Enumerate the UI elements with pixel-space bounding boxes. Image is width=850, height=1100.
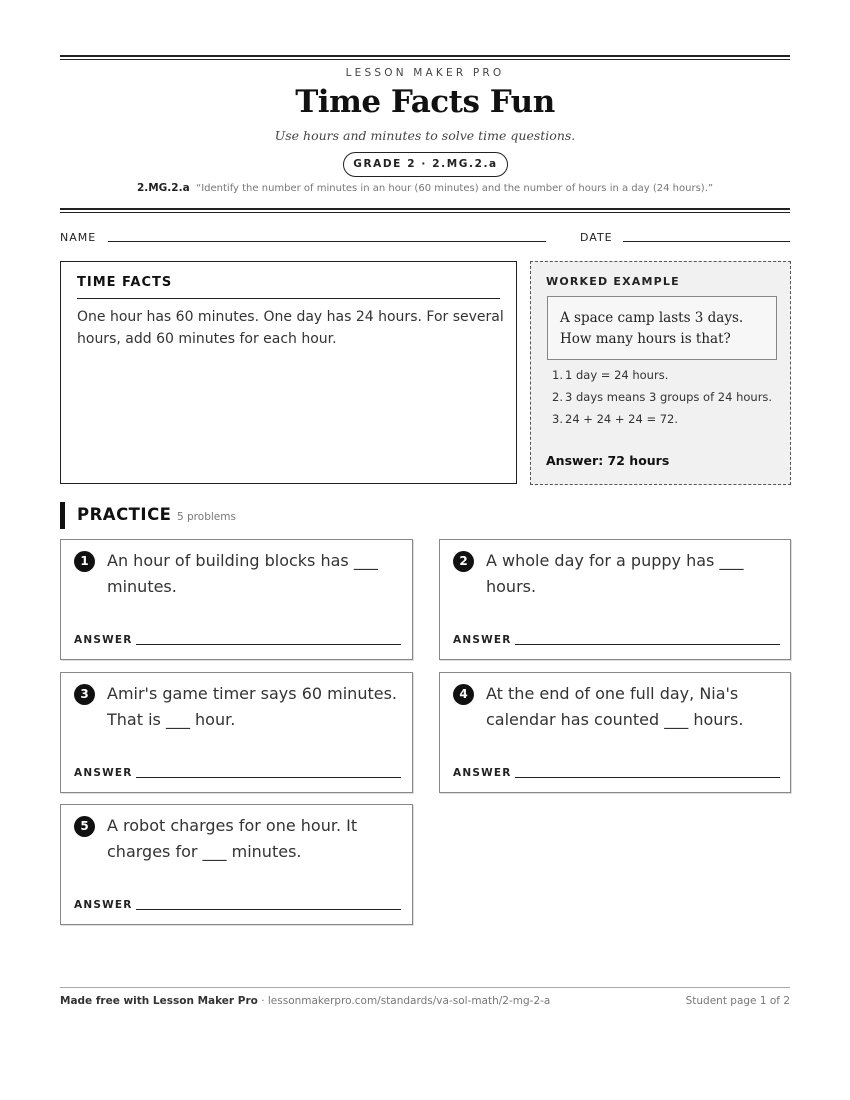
problem-card-5 [60, 804, 413, 925]
footer-credit [60, 995, 550, 1007]
time-facts-divider [77, 298, 500, 299]
worked-example-box [530, 261, 791, 485]
worked-example-step: 3. 24 + 24 + 24 = 72. [552, 412, 679, 426]
name-label: NAME [60, 231, 97, 244]
problem-card-4 [439, 672, 791, 793]
problem-card-1 [60, 539, 413, 660]
answer-line[interactable] [515, 777, 780, 778]
answer-label: ANSWER [74, 899, 133, 911]
worked-example-title: WORKED EXAMPLE [546, 275, 680, 288]
practice-count: 5 problems [177, 511, 236, 523]
problem-number-badge: 5 [74, 816, 95, 837]
brand-name: LESSON MAKER PRO [345, 67, 505, 79]
time-facts-box [60, 261, 517, 484]
date-field-line[interactable] [623, 241, 790, 242]
time-facts-text: One hour has 60 minutes. One day has 24 hours. For several hours, add 60 minutes for each hour. [77, 309, 504, 347]
problem-card-2 [439, 539, 791, 660]
time-facts-title: TIME FACTS [77, 275, 173, 290]
answer-label: ANSWER [74, 634, 133, 646]
answer-line[interactable] [136, 909, 401, 910]
problem-text: At the end of one full day, Nia's calendar has counted ___ hours. [486, 684, 744, 729]
problem-text: A whole day for a puppy has ___ hours. [486, 551, 744, 596]
problem-number-badge: 3 [74, 684, 95, 705]
footer-separator: · [257, 995, 268, 1007]
practice-accent-bar [60, 502, 65, 529]
date-label: DATE [580, 231, 613, 244]
answer-label: ANSWER [453, 767, 512, 779]
footer-url[interactable]: lessonmakerpro.com/standards/va-sol-math/2-mg-2-a [267, 995, 551, 1007]
problem-text: Amir's game timer says 60 minutes. That is ___ hour. [107, 684, 397, 729]
grade-badge: GRADE 2 · 2.MG.2.a [343, 152, 508, 177]
standard-description: “Identify the number of minutes in an hour (60 minutes) and the number of hours in a day (24 hours).” [196, 183, 714, 194]
header-bottom-double-rule [60, 208, 790, 213]
problem-number-badge: 4 [453, 684, 474, 705]
problem-number-badge: 2 [453, 551, 474, 572]
worked-example-question: A space camp lasts 3 days. How many hours is that? [547, 296, 777, 360]
answer-line[interactable] [136, 644, 401, 645]
standard-code: 2.MG.2.a [136, 182, 190, 194]
problem-text: An hour of building blocks has ___ minutes. [107, 551, 378, 596]
top-double-rule [60, 55, 790, 60]
name-field-line[interactable] [108, 241, 546, 242]
worked-example-step: 1. 1 day = 24 hours. [552, 368, 669, 382]
problem-number-badge: 1 [74, 551, 95, 572]
answer-label: ANSWER [453, 634, 512, 646]
answer-line[interactable] [515, 644, 780, 645]
worked-example-steps [546, 366, 781, 432]
worksheet-subtitle: Use hours and minutes to solve time questions. [274, 128, 576, 143]
footer-made-with: Made free with Lesson Maker Pro [60, 995, 258, 1007]
problem-card-3 [60, 672, 413, 793]
standard-line [0, 182, 850, 194]
practice-title: PRACTICE [77, 505, 172, 524]
answer-label: ANSWER [74, 767, 133, 779]
footer-page-number: Student page 1 of 2 [685, 995, 790, 1007]
worked-example-answer: Answer: 72 hours [546, 453, 670, 468]
answer-line[interactable] [136, 777, 401, 778]
footer-rule [60, 987, 790, 988]
problem-text: A robot charges for one hour. It charges for ___ minutes. [107, 816, 358, 861]
worksheet-title: Time Facts Fun [295, 84, 555, 120]
worked-example-step: 2. 3 days means 3 groups of 24 hours. [552, 390, 773, 404]
